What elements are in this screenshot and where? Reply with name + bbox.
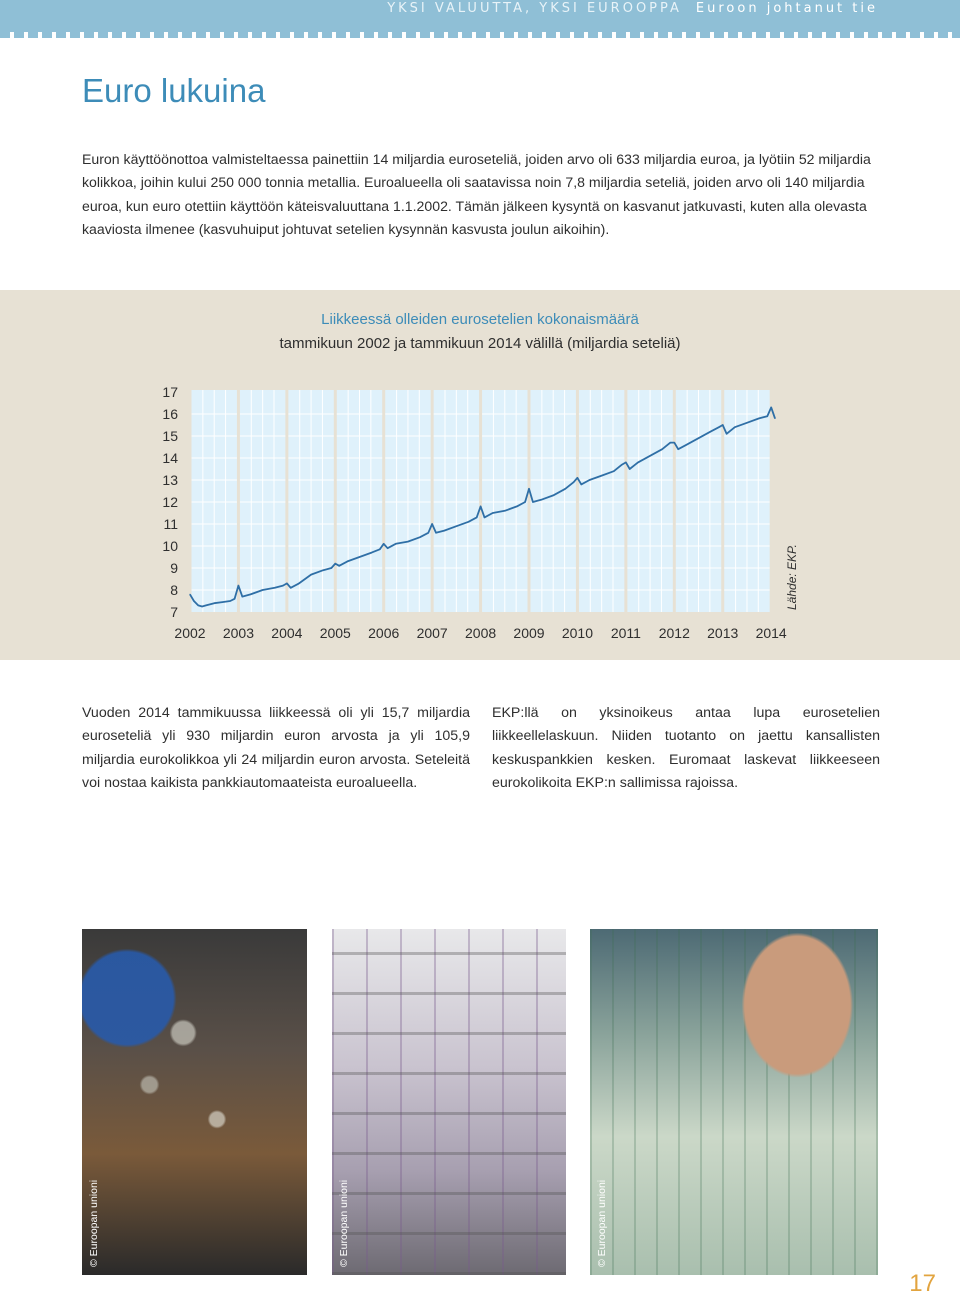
page-title: Euro lukuina [82, 72, 266, 109]
data-point [205, 605, 206, 606]
y-tick-label: 13 [162, 472, 178, 488]
header-chapter: Euroon johtanut tie [695, 1, 878, 16]
data-point [710, 431, 711, 432]
data-point [613, 471, 614, 472]
chart-subtitle: tammikuun 2002 ja tammikuun 2014 välillä (miljardia seteliä) [279, 335, 681, 352]
data-point [432, 523, 433, 524]
data-point [407, 541, 408, 542]
data-point [238, 585, 239, 586]
x-tick-label: 2003 [222, 625, 255, 641]
data-point [387, 548, 388, 549]
data-point [722, 424, 723, 425]
data-point [674, 442, 675, 443]
data-point [504, 510, 505, 511]
data-point [573, 482, 574, 483]
data-point [234, 598, 235, 599]
data-point [444, 530, 445, 531]
y-tick-label: 14 [162, 450, 178, 466]
data-point [734, 427, 735, 428]
x-tick-label: 2006 [368, 625, 400, 641]
data-point [198, 605, 199, 606]
x-tick-label: 2010 [561, 625, 594, 641]
data-point [395, 543, 396, 544]
data-point [746, 422, 747, 423]
data-point [589, 479, 590, 480]
y-tick-label: 17 [162, 384, 178, 400]
chart-title: Liikkeessä olleiden eurosetelien kokonaismäärä [321, 311, 639, 328]
data-point [262, 589, 263, 590]
data-point [383, 543, 384, 544]
data-point [359, 556, 360, 557]
y-tick-label: 16 [162, 406, 178, 422]
data-point [222, 602, 223, 603]
page-number: 17 [909, 1270, 936, 1297]
data-point [339, 565, 340, 566]
y-tick-label: 7 [170, 604, 178, 620]
data-point [214, 603, 215, 604]
data-point [298, 583, 299, 584]
intro-paragraph: Euron käyttöönottoa valmisteltaessa painettiin 14 miljardia euroseteliä, joiden arvo oli 633 miljardia euroa, ja lyötiin 52 miljardia kolikkoa, joihin kului 250 000 tonnia metallia. Euroalueella oli saatavissa noin 7,8 miljardia seteliä, joiden arvo oli 140 miljardia euroa, kun euro otettiin käyttöön käteisvaluuttana 1.1.2002. Tämän jälkeen kysyntä on kasvanut jatkuvasti, kuten alla olevasta kaaviosta ilmenee (kasvuhuiput johtuvat setelien kysynnän kasvusta joulun aikoihin). [82, 151, 871, 237]
data-point [637, 462, 638, 463]
data-point [347, 561, 348, 562]
data-point [565, 488, 566, 489]
data-point [698, 438, 699, 439]
data-point [189, 594, 190, 595]
data-point [379, 549, 380, 550]
banknote-inspection-photo [590, 929, 878, 1275]
photo-credit-1: © Euroopan unioni [88, 1179, 100, 1267]
data-point [286, 583, 287, 584]
x-tick-label: 2005 [319, 625, 351, 641]
x-tick-label: 2012 [658, 625, 690, 641]
data-point [726, 433, 727, 434]
data-point [718, 427, 719, 428]
y-tick-label: 11 [163, 516, 178, 532]
data-point [686, 444, 687, 445]
data-point [428, 532, 429, 533]
chart-source: Lähde: EKP. [785, 544, 799, 610]
data-point [250, 594, 251, 595]
data-point [435, 532, 436, 533]
banknote-printing-photo [332, 929, 566, 1275]
data-point [290, 587, 291, 588]
data-point [528, 488, 529, 489]
x-tick-label: 2014 [755, 625, 787, 641]
data-point [480, 506, 481, 507]
photo-credit-3: © Euroopan unioni [596, 1179, 608, 1267]
data-point [476, 517, 477, 518]
x-tick-label: 2008 [465, 625, 497, 641]
header-section: YKSI VALUUTTA, YKSI EUROOPPA [387, 1, 682, 16]
data-point [621, 464, 622, 465]
data-point [553, 495, 554, 496]
data-point [577, 477, 578, 478]
data-point [484, 517, 485, 518]
y-tick-label: 12 [162, 494, 178, 510]
y-tick-label: 15 [162, 428, 178, 444]
y-tick-label: 10 [162, 538, 178, 554]
data-point [274, 587, 275, 588]
data-point [419, 537, 420, 538]
data-point [282, 585, 283, 586]
data-point [331, 567, 332, 568]
x-tick-label: 2011 [610, 625, 641, 641]
data-point [310, 574, 311, 575]
x-tick-label: 2004 [271, 625, 303, 641]
data-point [532, 501, 533, 502]
data-point [323, 570, 324, 571]
data-point [541, 499, 542, 500]
photo-credit-2: © Euroopan unioni [338, 1179, 350, 1267]
data-point [456, 526, 457, 527]
data-point [525, 501, 526, 502]
x-tick-label: 2007 [416, 625, 448, 641]
data-point [758, 418, 759, 419]
data-point [202, 606, 203, 607]
data-point [230, 600, 231, 601]
data-point [662, 449, 663, 450]
body-text-right: EKP:llä on yksinoikeus antaa lupa eurosetelien liikkeellelaskuun. Niiden tuotanto on jaettu kansallisten keskuspankkien kesken. Euromaat laskevat liikkeeseen eurokolikoita EKP:n sallimissa rajoissa. [492, 705, 880, 791]
data-point [601, 475, 602, 476]
data-point [629, 468, 630, 469]
data-point [371, 552, 372, 553]
data-point [670, 442, 671, 443]
body-text-left: Vuoden 2014 tammikuussa liikkeessä oli yli 15,7 miljardia euroseteliä yli 930 miljardin euron arvosta ja yli 105,9 miljardia eurokolikkoa yli 24 miljardin euron arvosta. Seteleitä voi nostaa kaikista pankkiautomaateista euroalueella. [82, 705, 470, 791]
data-point [625, 462, 626, 463]
data-point [492, 512, 493, 513]
data-point [774, 418, 775, 419]
data-point [678, 449, 679, 450]
y-tick-label: 9 [170, 560, 178, 576]
data-point [335, 563, 336, 564]
data-point [193, 600, 194, 601]
y-tick-label: 8 [170, 582, 178, 598]
coins-photo [82, 929, 307, 1275]
data-point [649, 455, 650, 456]
data-point [242, 596, 243, 597]
data-point [771, 407, 772, 408]
x-tick-label: 2009 [513, 625, 545, 641]
data-point [767, 416, 768, 417]
x-tick-label: 2013 [707, 625, 739, 641]
data-point [581, 484, 582, 485]
data-point [468, 521, 469, 522]
x-tick-label: 2002 [174, 625, 206, 641]
data-point [516, 506, 517, 507]
